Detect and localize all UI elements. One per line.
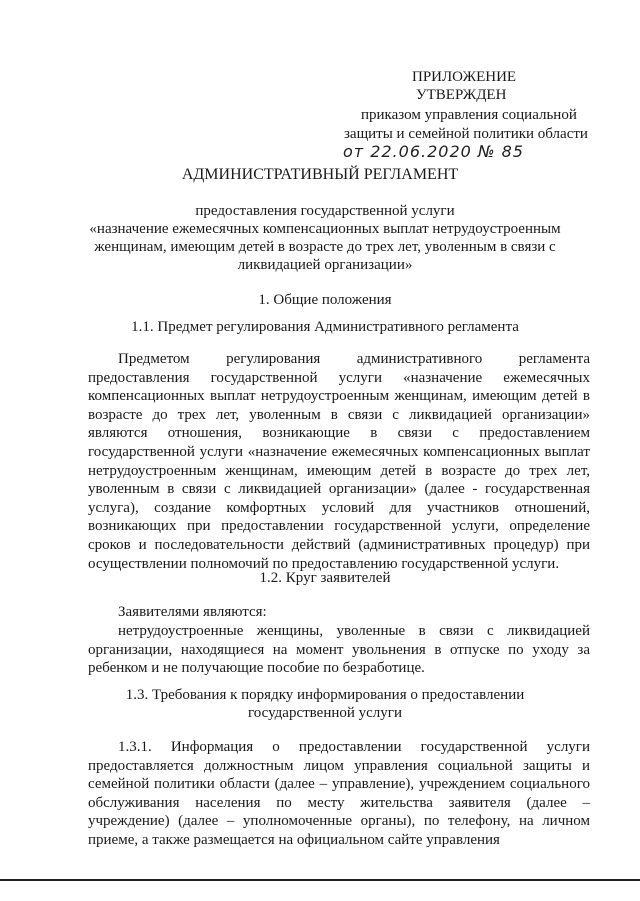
paragraph-1-1 bbox=[88, 350, 590, 573]
subtitle-line-2: «назначение ежемесячных компенсационных выплат нетрудоустроенным bbox=[89, 221, 561, 237]
approval-approved-label: УТВЕРЖДЕН bbox=[416, 87, 507, 103]
approval-order-line: приказом управления социальной bbox=[361, 107, 577, 123]
scan-bottom-edge bbox=[0, 879, 640, 881]
paragraph-1-2-text: нетрудоустроенные женщины, уволенные в связи с ликвидацией организации, находящиеся на момент увольнения в отпуске по уходу за ребенком и не получающие пособие по безработице. bbox=[88, 623, 590, 677]
subtitle-line-4: ликвидацией организации» bbox=[237, 257, 413, 273]
subsection-heading-1-2: 1.2. Круг заявителей bbox=[259, 570, 391, 586]
paragraph-1-1-text: Предметом регулирования административного регламента предоставления государственной услуги «назначение ежемесячных компенсационных выплат нетрудоустроенным женщинам, имеющим детей в возрасте до трех лет, уволенным в связи с ликвидацией организации» являются отношения, возникающие в связи с предоставлением государственной услуги «назначение ежемесячных компенсационных выплат нетрудоустроенным женщинам, имеющим детей в возрасте до трех лет, уволенным в связи с ликвидацией организации» (далее - государственная услуга), создание комфортных условий для участников отношений, возникающих при предоставлении государственной услуги, определение сроков и последовательности действий (административных процедур) при осуществлении полномочий по предоставлению государственной услуги. bbox=[88, 351, 590, 572]
document-title: АДМИНИСТРАТИВНЫЙ РЕГЛАМЕНТ bbox=[181, 166, 459, 183]
approval-annex-label: ПРИЛОЖЕНИЕ bbox=[412, 69, 517, 85]
paragraph-1-2-lead-text: Заявителями являются: bbox=[118, 604, 267, 620]
subtitle-line-3: женщинам, имеющим детей в возрасте до трех лет, уволенным в связи с bbox=[94, 239, 556, 255]
approval-authority-line: защиты и семейной политики области bbox=[344, 126, 588, 142]
subtitle-line-1: предоставления государственной услуги bbox=[195, 203, 455, 219]
paragraph-1-2-lead bbox=[88, 603, 590, 622]
subsection-heading-1-3-line-1: 1.3. Требования к порядку информирования о предоставлении bbox=[125, 687, 525, 703]
handwritten-date-number: от 22.06.2020 № 85 bbox=[343, 142, 524, 161]
subsection-heading-1-1: 1.1. Предмет регулирования Административного регламента bbox=[131, 319, 519, 335]
paragraph-1-3-1-text: 1.3.1. Информация о предоставлении государственной услуги предоставляется должностным лицом управления социальной защиты и семейной политики области (далее – управление), учреждением социального обслуживания населения по месту жительства заявителя (далее – учреждение) (далее – уполномоченные органы), по телефону, на личном приеме, а также размещается на официальном сайте управления bbox=[88, 739, 590, 848]
subsection-heading-1-3-line-2: государственной услуги bbox=[248, 705, 402, 721]
paragraph-1-2 bbox=[88, 622, 590, 678]
paragraph-1-3-1 bbox=[88, 738, 590, 850]
section-heading: 1. Общие положения bbox=[258, 292, 392, 308]
